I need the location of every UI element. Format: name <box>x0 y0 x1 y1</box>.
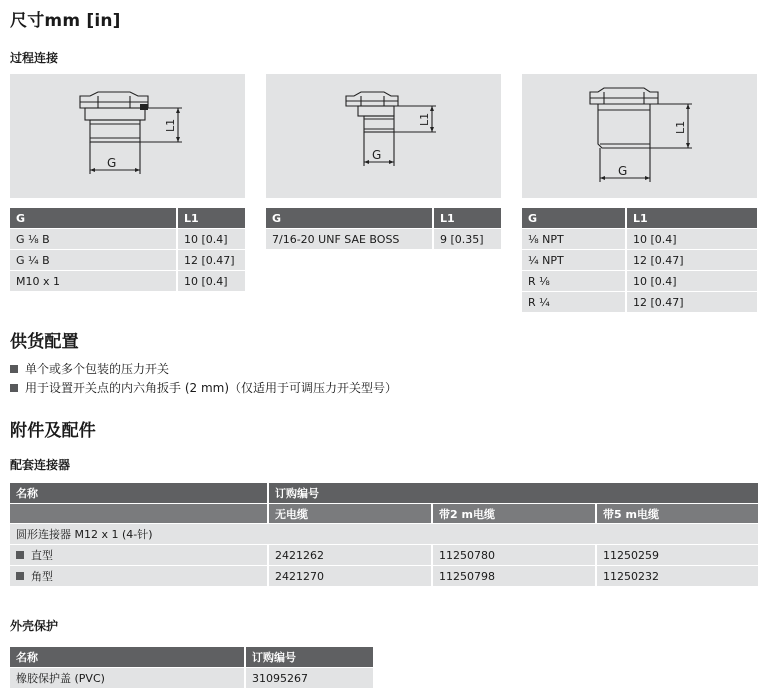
housing-table <box>10 647 373 688</box>
table-1-cell: 10 [0.4] <box>176 270 245 291</box>
table-1-header-g: G <box>10 208 176 228</box>
diagram-thread-npt <box>522 74 757 198</box>
connector-col-no-cable: 无电缆 <box>267 503 431 523</box>
square-bullet-icon <box>10 384 18 392</box>
table-3-cell: 12 [0.47] <box>625 291 757 312</box>
table-3-cell: R ⅛ <box>522 270 625 291</box>
scope-of-delivery-heading: 供货配置 <box>10 332 79 352</box>
table-2-header-g: G <box>266 208 432 228</box>
housing-protection-heading: 外壳保护 <box>10 619 59 633</box>
connector-col-empty <box>10 503 267 523</box>
page-title: 尺寸mm [in] <box>10 11 121 31</box>
process-connection-table-1 <box>10 208 245 291</box>
diagram-thread-unf <box>266 74 501 198</box>
table-2-cell: 7/16-20 UNF SAE BOSS <box>266 228 432 249</box>
diagram-1-label-g: G <box>107 156 117 170</box>
diagram-1-label-l1: L1 <box>164 118 177 132</box>
table-row <box>10 523 758 544</box>
connector-table <box>10 483 758 586</box>
diagram-2-label-l1: L1 <box>418 112 431 126</box>
table-row <box>266 228 501 249</box>
table-1-cell: G ¼ B <box>10 249 176 270</box>
square-bullet-icon <box>10 365 18 373</box>
diagram-thread-g-b <box>10 74 245 198</box>
connector-cell: 11250259 <box>595 544 758 565</box>
list-item-text: 单个或多个包装的压力开关 <box>25 362 170 376</box>
table-row <box>522 228 757 249</box>
table-3-header-l1: L1 <box>625 208 757 228</box>
connector-name-cell <box>10 565 267 586</box>
table-3-cell: R ¼ <box>522 291 625 312</box>
connector-name: 直型 <box>31 549 53 562</box>
connector-cell: 11250780 <box>431 544 595 565</box>
connector-name: 角型 <box>31 570 53 583</box>
connector-col-5m-cable: 带5 m电缆 <box>595 503 758 523</box>
table-3-cell: ¼ NPT <box>522 249 625 270</box>
housing-order-cell: 31095267 <box>244 667 373 688</box>
process-connection-heading: 过程连接 <box>10 51 59 65</box>
connector-name-cell <box>10 544 267 565</box>
list-item <box>10 360 397 379</box>
table-row <box>522 270 757 291</box>
table-row <box>10 249 245 270</box>
connector-col-2m-cable: 带2 m电缆 <box>431 503 595 523</box>
table-3-header-g: G <box>522 208 625 228</box>
connector-cell: 2421270 <box>267 565 431 586</box>
connector-cell: 11250798 <box>431 565 595 586</box>
table-3-cell: ⅛ NPT <box>522 228 625 249</box>
table-3-cell: 12 [0.47] <box>625 249 757 270</box>
square-bullet-icon <box>16 551 24 559</box>
table-3-cell: 10 [0.4] <box>625 270 757 291</box>
connector-heading: 配套连接器 <box>10 458 71 472</box>
table-3-cell: 10 [0.4] <box>625 228 757 249</box>
connector-col-name: 名称 <box>10 483 267 503</box>
table-row <box>522 249 757 270</box>
table-row <box>10 228 245 249</box>
diagram-3-label-g: G <box>618 164 628 178</box>
table-1-header-l1: L1 <box>176 208 245 228</box>
diagram-2-label-g: G <box>372 148 382 162</box>
table-row <box>10 270 245 291</box>
connector-cell: 2421262 <box>267 544 431 565</box>
list-item <box>10 379 397 398</box>
diagram-3-label-l1: L1 <box>674 120 687 134</box>
connector-cell: 11250232 <box>595 565 758 586</box>
table-row <box>10 667 373 688</box>
table-1-cell: G ⅛ B <box>10 228 176 249</box>
process-connection-table-2 <box>266 208 501 249</box>
connector-group-label: 圆形连接器 M12 x 1 (4-针) <box>10 523 758 544</box>
housing-name-cell: 橡胶保护盖 (PVC) <box>10 667 244 688</box>
table-row <box>10 544 758 565</box>
square-bullet-icon <box>16 572 24 580</box>
connector-col-order: 订购编号 <box>267 483 758 503</box>
accessories-heading: 附件及配件 <box>10 421 96 441</box>
process-connection-table-3 <box>522 208 757 312</box>
housing-col-name: 名称 <box>10 647 244 667</box>
table-2-cell: 9 [0.35] <box>432 228 501 249</box>
table-1-cell: M10 x 1 <box>10 270 176 291</box>
housing-col-order: 订购编号 <box>244 647 373 667</box>
table-1-cell: 10 [0.4] <box>176 228 245 249</box>
table-row <box>10 565 758 586</box>
list-item-text: 用于设置开关点的内六角扳手 (2 mm)（仅适用于可调压力开关型号） <box>25 381 398 395</box>
table-2-header-l1: L1 <box>432 208 501 228</box>
table-row <box>522 291 757 312</box>
table-1-cell: 12 [0.47] <box>176 249 245 270</box>
delivery-list <box>10 360 397 398</box>
